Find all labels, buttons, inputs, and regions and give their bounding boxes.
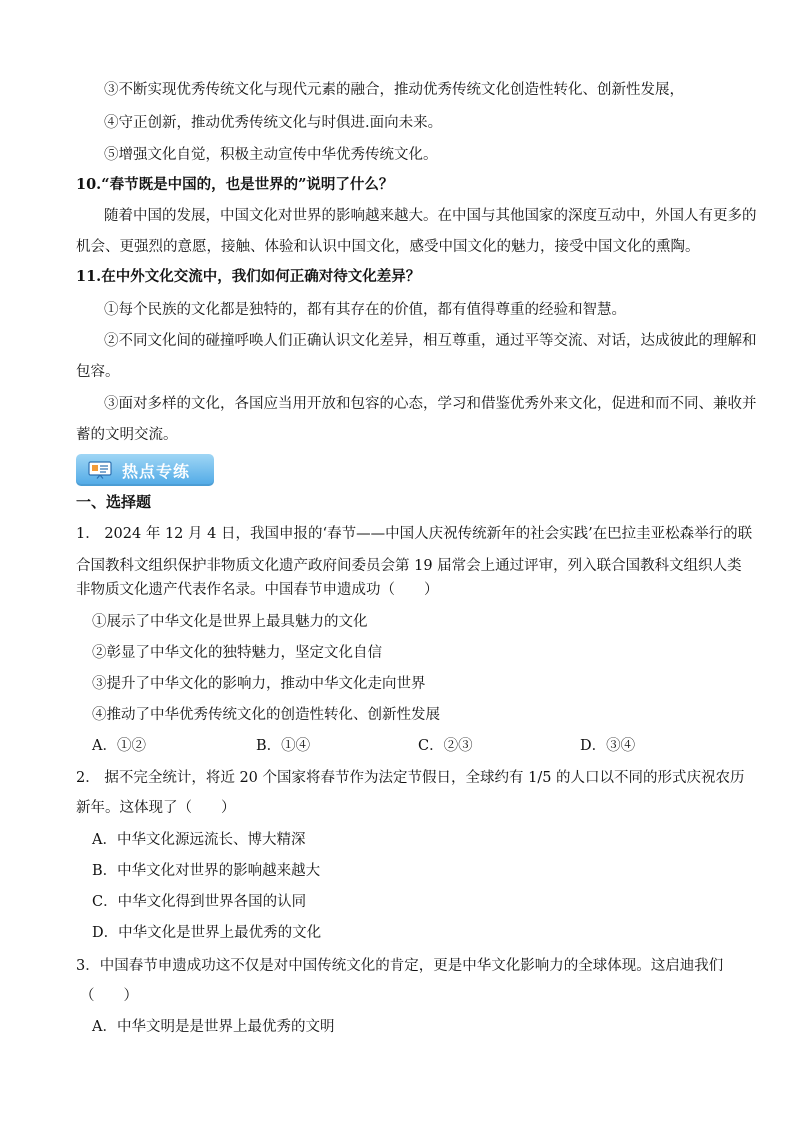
- intro-item-4: ④守正创新，推动优秀传统文化与时俱进.面向未来。: [104, 115, 443, 131]
- q2-line2: 新年。这体现了（ ）: [76, 800, 236, 816]
- q1-line2: 合国教科文组织保护非物质文化遗产政府间委员会第 19 届常会上通过评审，列入联合国教科文组织人类: [76, 558, 742, 574]
- q1-statement-4: ④推动了中华优秀传统文化的创造性转化、创新性发展: [92, 707, 440, 723]
- intro-item-5: ⑤增强文化自觉，积极主动宣传中华优秀传统文化。: [104, 147, 438, 163]
- q1-option-a[interactable]: A．①②: [92, 738, 146, 754]
- q11-item2-line1: ②不同文化间的碰撞呼唤人们正确认识文化差异，相互尊重，通过平等交流、对话，达成彼此的理解和: [104, 333, 757, 349]
- q11-title: 11.在中外文化交流中，我们如何正确对待文化差异？: [76, 268, 421, 285]
- q1-statement-3: ③提升了中华文化的影响力，推动中华文化走向世界: [92, 676, 426, 692]
- q1-statement-1: ①展示了中华文化是世界上最具魅力的文化: [92, 614, 368, 630]
- q1-option-b[interactable]: B．①④: [256, 738, 311, 754]
- q2-option-a[interactable]: A．中华文化源远流长、博大精深: [92, 832, 306, 848]
- q2-option-d[interactable]: D．中华文化是世界上最优秀的文化: [92, 925, 322, 941]
- q10-body-line2: 机会、更强烈的意愿，接触、体验和认识中国文化，感受中国文化的魅力，接受中国文化的熏陶。: [76, 239, 700, 255]
- q11-item2-line2: 包容。: [76, 364, 120, 380]
- q1-statement-2: ②彰显了中华文化的独特魅力，坚定文化自信: [92, 645, 382, 661]
- q1-option-d[interactable]: D．③④: [580, 738, 636, 754]
- q1-line1: 1． 2024 年 12 月 4 日，我国申报的‘春节——中国人庆祝传统新年的社会实践’在巴拉圭亚松森举行的联: [76, 526, 753, 542]
- q3-option-a[interactable]: A．中华文明是是世界上最优秀的文明: [92, 1019, 335, 1035]
- q10-title: 10.“春节既是中国的，也是世界的”说明了什么？: [76, 176, 394, 193]
- q2-line1: 2． 据不完全统计，将近 20 个国家将春节作为法定节假日，全球约有 1/5 的人口以不同的形式庆祝农历: [76, 770, 745, 786]
- q10-body-line1: 随着中国的发展，中国文化对世界的影响越来越大。在中国与其他国家的深度互动中，外国人有更多的: [104, 208, 757, 224]
- section-heading: 一、选择题: [76, 493, 152, 511]
- q11-item3-line1: ③面对多样的文化，各国应当用开放和包容的心态，学习和借鉴优秀外来文化，促进和而不同、兼收并: [104, 396, 757, 412]
- q3-line1: 3．中国春节申遗成功这不仅是对中国传统文化的肯定，更是中华文化影响力的全球体现。这启迪我们: [76, 958, 724, 974]
- q2-option-c[interactable]: C．中华文化得到世界各国的认同: [92, 894, 307, 910]
- intro-item-3: ③不断实现优秀传统文化与现代元素的融合，推动优秀传统文化创造性转化、创新性发展，: [104, 82, 684, 98]
- q11-item1: ①每个民族的文化都是独特的，都有其存在的价值，都有值得尊重的经验和智慧。: [104, 302, 626, 318]
- hot-topics-banner: [76, 454, 214, 486]
- q1-option-c[interactable]: C．②③: [418, 738, 473, 754]
- q3-line2: （ ）: [80, 988, 138, 1004]
- presentation-icon: [88, 461, 112, 479]
- banner-label: 热点专练: [122, 461, 191, 481]
- q1-line3: 非物质文化遗产代表作名录。中国春节申遗成功（ ）: [76, 582, 439, 598]
- q2-option-b[interactable]: B．中华文化对世界的影响越来越大: [92, 863, 321, 879]
- q11-item3-line2: 蓄的文明交流。: [76, 427, 178, 443]
